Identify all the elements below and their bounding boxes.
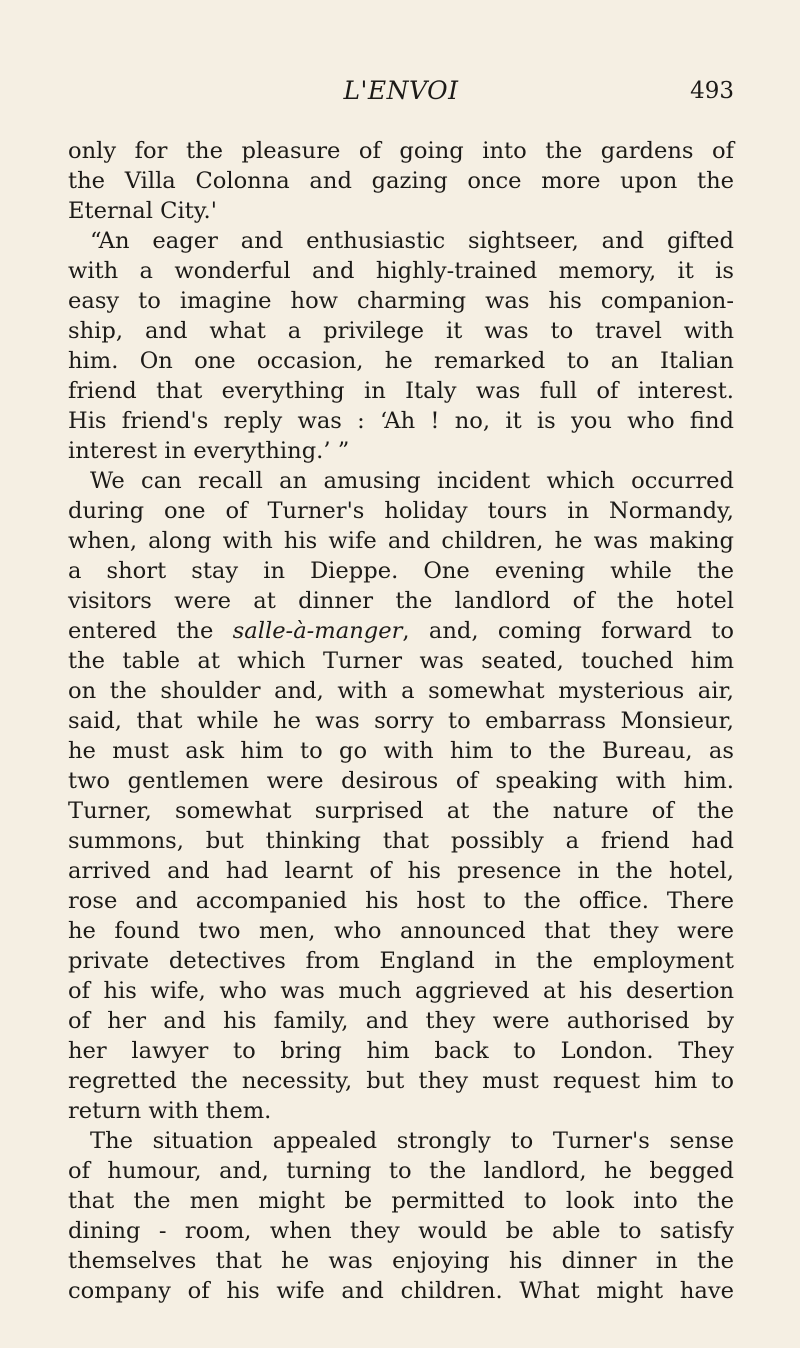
text-line: Turner, somewhat surprised at the nature of the (68, 798, 734, 824)
text-line: only for the pleasure of going into the gardens of (68, 138, 734, 164)
text-line: her lawyer to bring him back to London. They (68, 1038, 734, 1064)
text-line: dining - room, when they would be able to satisfy (68, 1218, 734, 1244)
text-line: he must ask him to go with him to the Bureau, as (68, 738, 734, 764)
running-head: L'ENVOI (343, 76, 459, 105)
text-line: the Villa Colonna and gazing once more upon the (68, 168, 734, 194)
text-line: him. On one occasion, he remarked to an Italian (68, 348, 734, 374)
page-number: 493 (690, 78, 734, 104)
text-line: when, along with his wife and children, he was making (68, 528, 734, 554)
body-text (68, 136, 734, 1306)
text-line: Eternal City.' (68, 198, 217, 224)
text-line: of his wife, who was much aggrieved at his desertion (68, 978, 734, 1004)
text-line: friend that everything in Italy was full of interest. (68, 378, 734, 404)
text-line: We can recall an amusing incident which occurred (90, 468, 734, 494)
text-line: on the shoulder and, with a somewhat mysterious air, (68, 678, 734, 704)
text-line: themselves that he was enjoying his dinner in the (68, 1248, 734, 1274)
text-line: “An eager and enthusiastic sightseer, and gifted (90, 228, 734, 254)
text-line: interest in everything.’ ” (68, 438, 350, 464)
text-line: he found two men, who announced that they were (68, 918, 734, 944)
text-line: The situation appealed strongly to Turner's sense (90, 1128, 734, 1154)
text-line: company of his wife and children. What might have (68, 1278, 734, 1304)
text-line: return with them. (68, 1098, 272, 1124)
italic-term: salle-à-manger (232, 618, 403, 644)
text-line: the table at which Turner was seated, touched him (68, 648, 734, 674)
text-line: His friend's reply was : ‘Ah ! no, it is you who find (68, 408, 734, 434)
text-line: visitors were at dinner the landlord of the hotel (68, 588, 734, 614)
text-line: ship, and what a privilege it was to travel with (68, 318, 734, 344)
text-line: said, that while he was sorry to embarrass Monsieur, (68, 708, 734, 734)
text-line: private detectives from England in the employment (68, 948, 734, 974)
text-segment: , and, coming forward to (402, 618, 734, 644)
text-line: with a wonderful and highly-trained memory, it is (68, 258, 734, 284)
text-line: of her and his family, and they were authorised by (68, 1008, 734, 1034)
text-line: arrived and had learnt of his presence in the hotel, (68, 858, 734, 884)
text-line: during one of Turner's holiday tours in Normandy, (68, 498, 734, 524)
text-line: summons, but thinking that possibly a friend had (68, 828, 734, 854)
text-line: rose and accompanied his host to the office. There (68, 888, 734, 914)
text-line: regretted the necessity, but they must request him to (68, 1068, 734, 1094)
page-header (68, 76, 734, 110)
text-line: easy to imagine how charming was his companion- (68, 288, 734, 314)
text-line: two gentlemen were desirous of speaking with him. (68, 768, 734, 794)
text-line: a short stay in Dieppe. One evening while the (68, 558, 734, 584)
text-segment: entered the (68, 618, 233, 644)
text-line: that the men might be permitted to look into the (68, 1188, 734, 1214)
text-line: of humour, and, turning to the landlord, he begged (68, 1158, 734, 1184)
text-line (68, 616, 734, 646)
